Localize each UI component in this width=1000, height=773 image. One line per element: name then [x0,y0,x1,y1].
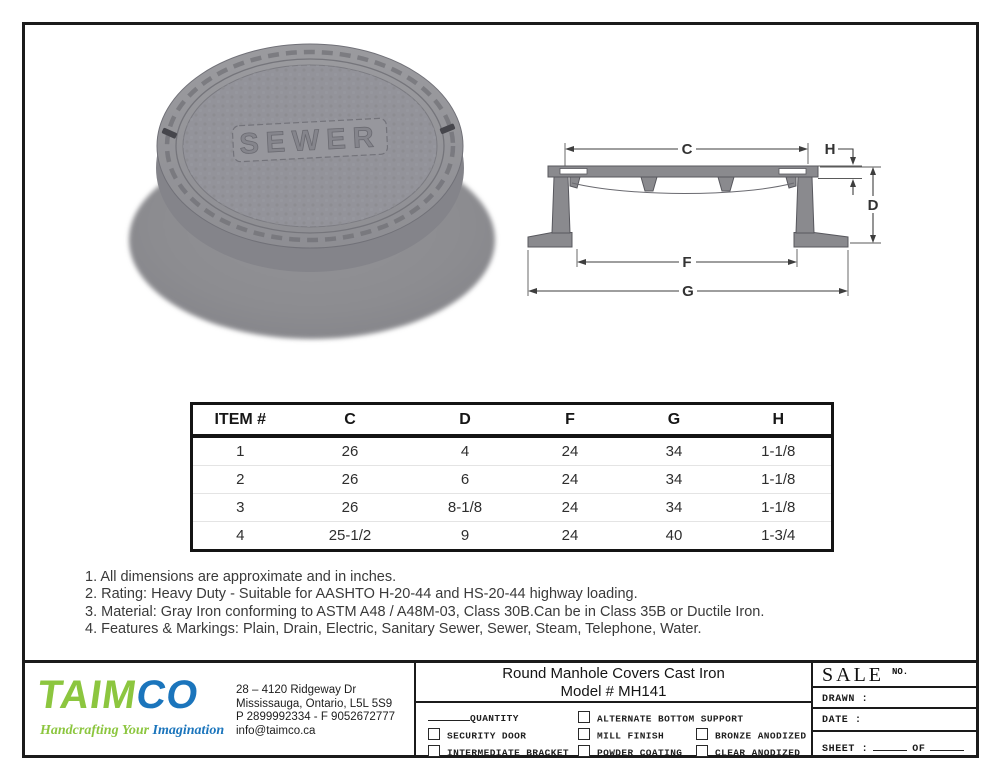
table-cell: 2 [192,466,288,494]
checkbox-intermediate-bracket[interactable]: INTERMEDIATE BRACKET [428,745,578,759]
table-body [192,436,833,551]
checkbox-icon[interactable] [428,745,440,757]
table-cell: 34 [623,494,726,522]
sheet-total-blank[interactable] [930,741,964,751]
table-cell: 3 [192,494,288,522]
table-cell: 25-1/2 [288,522,413,551]
table-cell: 26 [288,466,413,494]
logo-text-primary: TAIM [34,673,140,717]
table-header-cell: F [518,404,623,437]
table-cell: 26 [341,443,359,460]
spec-table [190,402,834,552]
section-right-flange [794,233,848,248]
checkbox-icon[interactable] [578,728,590,740]
table-cell: 24 [561,443,579,460]
address-line: 28 – 4120 Ridgeway Dr [236,684,357,696]
product-title-cell [414,663,813,758]
section-right-wall [796,177,814,233]
drawn-row[interactable] [813,688,979,709]
note-line: 3. Material: Gray Iron conforming to ASTM A48 / A48M-03, Class 30B.Can be in Class 35B or Ductile Iron. [85,603,765,620]
dimension-label-h: H [824,141,836,158]
table-header-cell: D [413,404,518,437]
tagline-secondary: Imagination [152,723,225,738]
table-cell: 1-1/8 [726,466,833,494]
table-cell: 9 [413,522,518,551]
table-row [192,436,833,466]
table-row [192,522,833,551]
embossed-text: SEWER [238,121,382,161]
date-row[interactable] [813,709,979,732]
checkbox-icon[interactable] [696,745,708,757]
company-address [236,684,395,738]
company-logo [35,675,201,715]
quantity-label: QUANTITY [470,713,519,724]
tagline-primary: Handcrafting Your [40,723,153,738]
table-cell: 34 [665,443,683,460]
address-line: info@taimco.ca [236,724,316,737]
table-cell: 24 [518,466,623,494]
record-fields-cell [813,663,979,758]
section-seat-notch-right [779,169,806,175]
table-cell: 8-1/8 [413,494,518,522]
table-header-cell: ITEM # [192,404,288,437]
dimension-label-d: D [867,197,879,214]
drawing-title-line1: Round Manhole Covers Cast Iron [502,665,725,682]
checkbox-icon[interactable] [578,745,590,757]
sheet-row[interactable] [813,732,979,758]
checkbox-icon[interactable] [578,711,590,723]
table-cell: 26 [288,494,413,522]
table-header-cell: H [726,404,833,437]
quantity-blank[interactable] [428,711,470,721]
table-cell: 4 [192,522,288,551]
table-cell: 1-1/8 [761,443,796,460]
section-cover-bar [548,166,818,177]
table-cell: 1-3/4 [726,522,833,551]
sheet-label: SHEET : [822,744,869,755]
title-block [22,660,979,758]
note-line: 2. Rating: Heavy Duty - Suitable for AASHTO H-20-44 and HS-20-44 highway loading. [85,586,638,603]
section-view [515,128,960,308]
section-rib-2 [718,177,734,191]
notes [85,569,764,639]
checkbox-alternate-bottom-support[interactable]: ALTERNATE BOTTOM SUPPORT [578,711,822,725]
checkbox-icon[interactable] [696,728,708,740]
drawn-label: DRAWN : [822,694,869,705]
table-cell: 4 [460,443,470,460]
address-line: P 2899992334 - F 9052672777 [236,711,396,723]
dimension-label-g: G [682,283,694,300]
checkbox-security-door[interactable]: SECURITY DOOR [428,728,578,742]
drawing-title [416,663,811,703]
checkbox-powder-coating[interactable]: POWDER COATING [578,745,696,759]
table-header-row [192,404,833,437]
sale-no-row [813,663,979,688]
table-cell: 40 [623,522,726,551]
spec-table-wrap [190,402,834,552]
section-rib-stub-left [570,177,580,188]
section-cover-underside [572,183,794,194]
checkbox-mill-finish[interactable]: MILL FINISH [578,728,696,742]
address-line: Mississauga, Ontario, L5L 5S9 [236,697,393,710]
table-header-cell: G [623,404,726,437]
table-cell: 6 [413,466,518,494]
note-line: 4. Features & Markings: Plain, Drain, Electric, Sanitary Sewer, Sewer, Steam, Telephone, Water. [85,621,702,638]
section-seat-notch-left [560,169,587,175]
company-cell [22,663,414,758]
date-label: DATE : [822,715,862,726]
product-render [40,40,510,380]
checkbox-bronze-anodized[interactable]: BRONZE ANODIZED [696,728,822,742]
sheet-number-blank[interactable] [873,741,907,751]
table-cell: 34 [623,466,726,494]
table-cell: 24 [518,522,623,551]
of-label: OF [912,744,926,755]
table-header-cell: C [288,404,413,437]
table-cell: 1-1/8 [726,494,833,522]
dimension-label-f: F [682,254,692,271]
drawing-title-line2: Model # MH141 [560,683,667,700]
checkbox-clear-anodized[interactable]: CLEAR ANODIZED [696,745,822,759]
quantity-field[interactable] [428,711,578,724]
section-rib-stub-right [786,177,796,188]
sale-no-label: NO. [892,667,909,677]
logo-text-secondary: CO [133,673,202,717]
note-line: 1. All dimensions are approximate and in inches. [85,569,397,585]
table-cell: 1 [236,443,245,460]
section-rib-1 [641,177,657,191]
section-left-wall [552,177,570,233]
company-tagline [40,723,224,739]
table-cell: 24 [518,494,623,522]
table-row [192,494,833,522]
section-left-flange [528,233,572,248]
table-row [192,466,833,494]
dimension-label-c: C [681,141,693,158]
sale-label: SALE [822,664,884,686]
order-options [416,703,811,760]
checkbox-icon[interactable] [428,728,440,740]
